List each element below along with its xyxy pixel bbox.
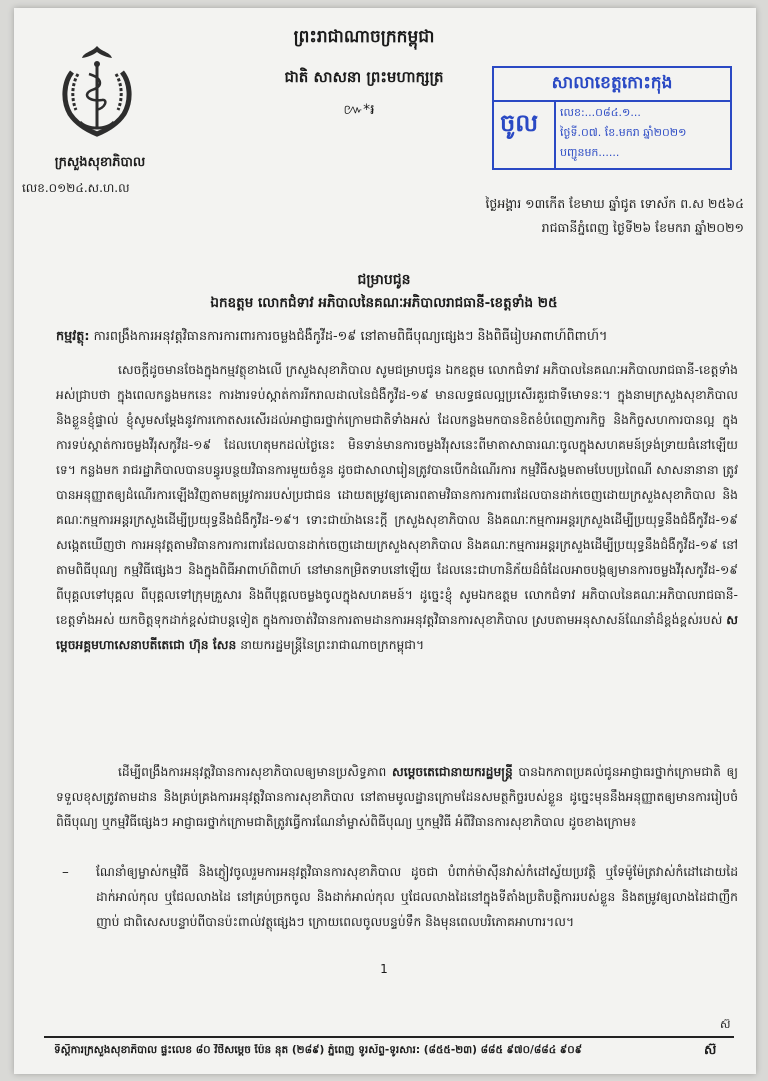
subject-text: ការពង្រឹងការអនុវត្តវិធានការការពារការចម្លងជំងឺកូវីដ-១៩ នៅតាមពិធីបុណ្យផ្សេងៗ និងពិធីរៀបអាពាហ៍ពិពាហ៍។ [89,329,608,344]
stamp-date: ថ្ងៃទី.០៧. ខែ.មករា ឆ្នាំ២០២១ [560,126,687,139]
stamp-number: លេខ:...០៨៤.១... [560,106,641,119]
handwritten-initials: ស៊ [720,1018,731,1031]
stamp-from: បញ្ជូនមក...... [560,146,620,159]
paragraph-2-start: ដើម្បីពង្រឹងការអនុវត្តវិធានការសុខាភិបាលឲ្យមានប្រសិទ្ធភាព [118,765,392,779]
kingdom-title: ព្រះរាជាណាចក្រកម្ពុជា [293,27,435,47]
bullet-item-1: ណែនាំឲ្យម្ចាស់កម្មវិធី និងភ្ញៀវចូលរួមការអនុវត្តវិធានការសុខាភិបាល ដូចជា បំពាក់ម៉ាស៊ីនវាស់កំដៅស្វ័យប្រវត្តិ ឬទែម៉ូម៉ែត្រវាស់កំដៅដោយដៃ ដាក់អាល់កុល ឬជែលលាងដៃ នៅគ្រប់ច្រកចូល និងដាក់អាល់កុល ឬជែលលាងដៃនៅក្នុងទីតាំងប្រតិបត្តិការរបស់ខ្លួន និងតម្រូវឲ្យលាងដៃជាញឹកញាប់ ជាពិសេសបន្ទាប់ពីបានប៉ះពាល់វត្ថុផ្សេងៗ ក្រោយពេលចូលបន្ទប់ទឹក និងមុនពេលបរិភោគអាហារ។ល។ [96,865,738,929]
document-page [14,8,756,1074]
ministry-name: ក្រសួងសុខាភិបាល [54,155,146,170]
received-stamp [492,66,732,170]
subject-label: កម្មវត្ថុ: [56,329,90,344]
ornament: ៚*៛ [343,102,375,118]
solar-date: រាជធានីភ្នំពេញ ថ្ងៃទី២៦ ខែមករា ឆ្នាំ២០២១ [541,220,744,235]
prime-minister-title: សម្តេចតេជោនាយករដ្ឋមន្ត្រី [392,765,513,779]
lunar-date: ថ្ងៃអង្គារ ១៣កើត ខែមាឃ ឆ្នាំជូត ទោស័ក ព.ស ២៥៦៤ [485,196,744,211]
bullet-marker: – [62,864,69,880]
stamp-vertical-divider [554,100,556,168]
paragraph-1 [56,358,738,658]
page-number: 1 [380,962,388,976]
ministry-of-health-emblem [52,38,142,148]
stamp-office-name: សាលាខេត្តកោះកុង [551,73,673,93]
subject-line [56,324,736,349]
paragraph-1-end: នាយករដ្ឋមន្ត្រីនៃព្រះរាជាណាចក្រកម្ពុជា។ [236,638,425,652]
stamp-received-label: ចូល [500,108,539,137]
stamp-divider [494,100,730,102]
footer-rule [44,1036,734,1038]
footer-mark: ស៊ [704,1043,717,1058]
reference-number: លេខ.០១២៤.ស.ហ.ល [22,181,130,195]
prime-minister-name: សម្តេចអគ្គមហាសេនាបតីតេជោ ហ៊ុន សែន [56,613,738,652]
paragraph-2-end: បានឯកភាពប្រគល់ជូនអាជ្ញាធរថ្នាក់ក្រោមជាតិ ឲ្យទទួលខុសត្រូវតាមដាន និងគ្រប់គ្រងការអនុវត្តវិធានការសុខាភិបាល នៅតាមមូលដ្ឋានក្រោមដែនសមត្ថកិច្ចរបស់ខ្លួន ដូច្នេះមុននឹងអនុញ្ញាតឲ្យមានការរៀបចំពិធីបុណ្យ ឬកម្មវិធីផ្សេងៗ អាជ្ញាធរថ្នាក់ក្រោមជាតិត្រូវធ្វើការណែនាំម្ចាស់ពិធីបុណ្យ ឬកម្មវិធី អំពីវិធានការសុខាភិបាល ដូចខាងក្រោម៖ [56,765,738,829]
recipient-name: ឯកឧត្តម លោកជំទាវ អភិបាលនៃគណៈអភិបាលរាជធានី-ខេត្តទាំង ២៥ [210,295,558,311]
paragraph-2 [56,760,738,835]
national-motto: ជាតិ សាសនា ព្រះមហាក្សត្រ [284,68,444,86]
footer-address: ទីស្តីការក្រសួងសុខាភិបាល ផ្ទះលេខ ៨០ វិថីសម្តេច ប៉ែន នុត (២៨៩) ភ្នំពេញ ទូរស័ព្ទ-ទូរសារ: (៨៥៥-២៣) ៨៨៥ ៩៧០/៨៨៤ ៩០៩ [54,1044,583,1056]
paragraph-1-text: សេចក្តីដូចមានចែងក្នុងកម្មវត្ថុខាងលើ ក្រសួងសុខាភិបាល សូមជម្រាបជូន ឯកឧត្តម លោកជំទាវ អភិបាលនៃគណៈអភិបាលរាជធានី-ខេត្តទាំងអស់ជ្រាបថា ក្នុងពេលកន្លងមកនេះ ការងារទប់ស្កាត់ការរីករាលដាលនៃជំងឺកូវីដ-១៩ មានលទ្ធផលល្អប្រសើរគួរជាទីមោទនៈ។ ក្នុងនាមក្រសួងសុខាភិបាល និងខ្លួនខ្ញុំផ្ទាល់ ខ្ញុំសូមសម្តែងនូវការកោតសរសើរដល់អាជ្ញាធរថ្នាក់ក្រោមជាតិទាំងអស់ ដែលកន្លងមកបានខិតខំបំពេញភារកិច្ច និងកិច្ចសហការបានល្អ ក្នុងការទប់ស្កាត់ការចម្លងវីរុសកូវីដ-១៩ ដែលហេតុមកដល់ថ្ងៃនេះ មិនទាន់មានការចម្លងវីរុសនេះពីមាតាសាធារណៈចូលក្នុងសហគមន៍ទ្រង់ទ្រាយធំនៅឡើយទេ។ កន្លងមក រាជរដ្ឋាភិបាលបានបន្ធូរបន្ថយវិធានការមួយចំនួន ដូចជាសាលារៀនត្រូវបានបើកដំណើរការ កម្មវិធីសង្គមតាមបែបប្រពៃណី សាសនានានា ត្រូវបានអនុញ្ញាតឲ្យដំណើរការឡើងវិញតាមតម្រូវការរបស់ប្រជាជន ដោយតម្រូវឲ្យគោរពតាមវិធានការការពារដែលបានដាក់ចេញដោយក្រសួងសុខាភិបាល និងគណៈកម្មការអន្តរក្រសួងដើម្បីប្រយុទ្ធនឹងជំងឺកូវីដ-១៩។ ទោះជាយ៉ាងនេះក្តី ក្រសួងសុខាភិបាល និងគណៈកម្មការអន្តរក្រសួងដើម្បីប្រយុទ្ធនឹងជំងឺកូវីដ-១៩ សង្កេតឃើញថា ការអនុវត្តតាមវិធានការការពារដែលបានដាក់ចេញដោយក្រសួងសុខាភិបាល និងគណៈកម្មការអន្តរក្រសួងដើម្បីប្រយុទ្ធនឹងជំងឺកូវីដ-១៩ នៅតាមពិធីបុណ្យ កម្មវិធីផ្សេងៗ និងក្នុងពិធីអាពាហ៍ពិពាហ៍ នៅមានកម្រិតទាបនៅឡើយ ដែលនេះជាហានិភ័យដ៏ធំដែលអាចបង្កឲ្យមានការចម្លងវីរុសកូវីដ-១៩ ពីបុគ្គលទៅបុគ្គល ពីបុគ្គលទៅក្រុមគ្រួសារ និងពីបុគ្គលចម្លងចូលក្នុងសហគមន៍។ ដូច្នេះខ្ញុំ សូមឯកឧត្តម លោកជំទាវ អភិបាលនៃគណៈអភិបាលរាជធានី-ខេត្តទាំងអស់ យកចិត្តទុកដាក់ខ្ពស់ជាបន្តទៀត ក្នុងការចាត់វិធានការតាមដានការអនុវត្តវិធានការសុខាភិបាល ស្របតាមអនុសាសន៍ណែនាំដ៏ខ្ពង់ខ្ពស់របស់ [56,363,738,627]
recipient-heading: ជម្រាបជូន [357,272,411,288]
